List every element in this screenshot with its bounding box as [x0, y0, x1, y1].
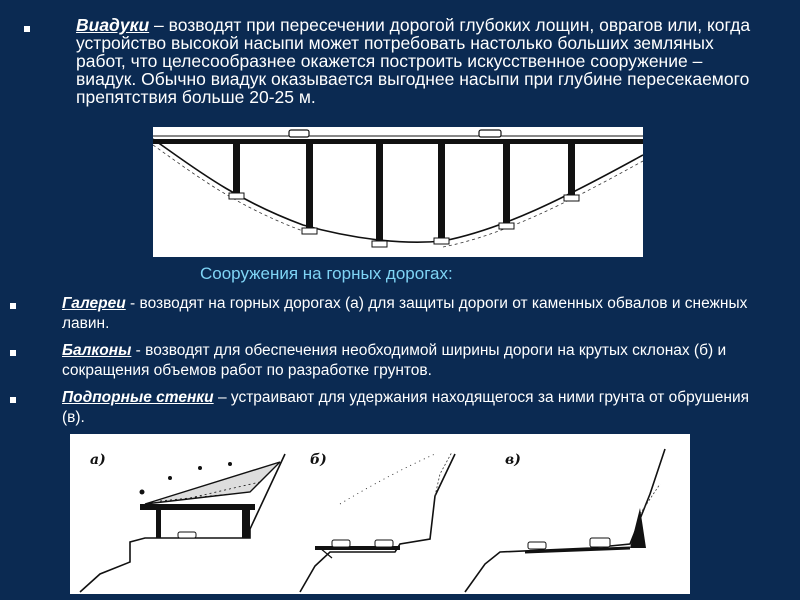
mountain-structures-heading: Сооружения на горных дорогах:	[200, 264, 453, 283]
balconies-description: - возводят для обеспечения необходимой ширины дороги на крутых склонах (б) и сокращения объемов работ по разработке грунтов.	[62, 342, 727, 379]
balconies-term: Балконы	[62, 342, 132, 359]
bullet-marker	[10, 303, 16, 309]
viaduct-drawing	[153, 127, 643, 257]
list-item-galleries	[62, 294, 752, 334]
figure-label-b: б)	[310, 452, 327, 468]
retaining-walls-description: – устраивают для удержания находящегося за ними грунта от обрушения (в).	[62, 389, 750, 426]
viaduct-figure	[153, 127, 643, 257]
list-item-retaining-walls	[62, 388, 752, 428]
list-item-balconies	[62, 341, 752, 381]
galleries-term: Галереи	[62, 295, 126, 312]
bullet-marker	[24, 26, 30, 32]
bullet-marker	[10, 350, 16, 356]
bullet-marker	[10, 397, 16, 403]
galleries-description: - возводят на горных дорогах (а) для защиты дороги от каменных обвалов и снежных лавин.	[62, 295, 748, 332]
viaduct-paragraph	[76, 16, 766, 106]
mountain-structures-figure	[70, 434, 690, 594]
figure-label-c: в)	[505, 452, 521, 468]
viaduct-description: – возводят при пересечении дорогой глубоких лощин, оврагов или, когда устройство высокой насыпи может потребовать настолько больших земляных работ, что целесообразнее окажется построить искусственное сооружение – виадук. Обычно виадук оказывается выгоднее насыпи при глубине пересекаемого препятствия больше 20-25 м.	[76, 15, 751, 107]
mountain-structures-drawing	[70, 434, 690, 594]
viaduct-term: Виадуки	[76, 15, 150, 35]
retaining-walls-term: Подпорные стенки	[62, 389, 214, 406]
figure-label-a: а)	[90, 452, 106, 468]
